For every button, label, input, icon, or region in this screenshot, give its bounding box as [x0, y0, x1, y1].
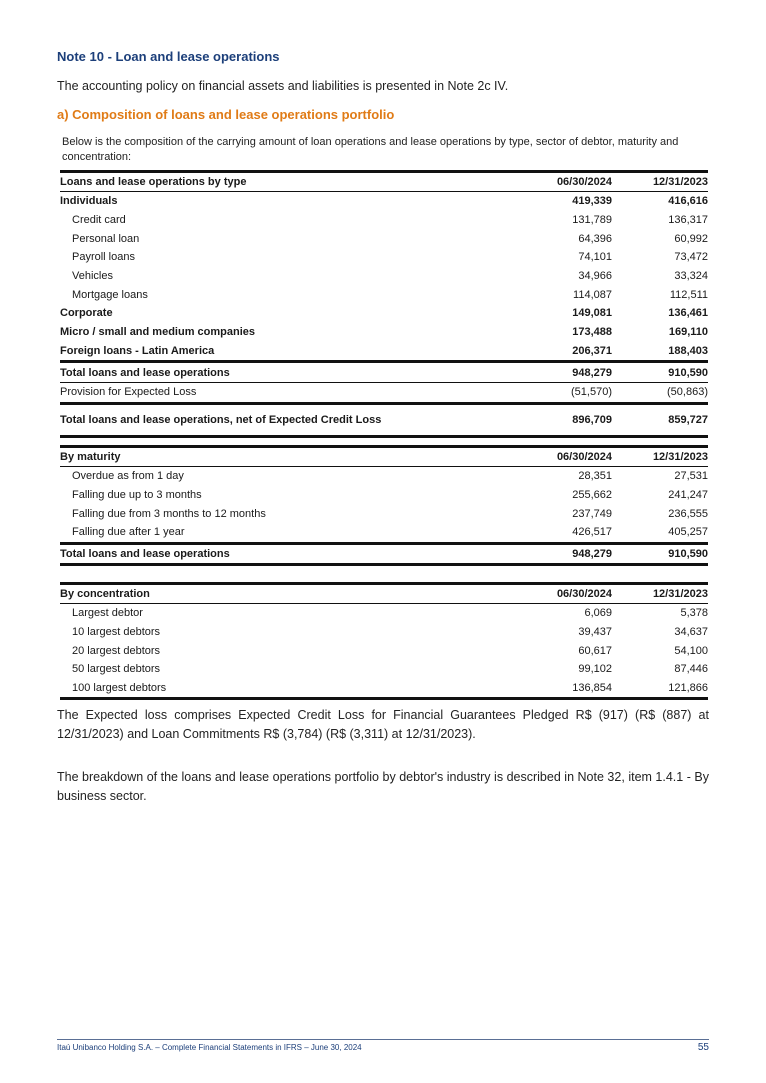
row-label: Corporate: [60, 307, 113, 320]
provision-label: Provision for Expected Loss: [60, 382, 540, 403]
total-value-2024: 948,279: [540, 543, 612, 565]
header-col-2023: 12/31/2023: [612, 584, 708, 604]
table-row: [60, 323, 708, 342]
table-header: [60, 447, 708, 467]
provision-value-2024: (51,570): [540, 382, 612, 403]
net-total-label: Total loans and lease operations, net of Expected Credit Loss: [60, 403, 540, 436]
row-label: Vehicles: [72, 270, 113, 283]
row-value-2023: 54,100: [674, 644, 708, 657]
provision-row: [60, 382, 708, 403]
row-value-2023: 73,472: [674, 251, 708, 264]
table-row: [60, 504, 708, 523]
intro-text: The accounting policy on financial assets and liabilities is presented in Note 2c IV.: [57, 79, 509, 93]
table-by-type: [60, 170, 708, 438]
total-row: [60, 362, 708, 383]
row-label: Falling due after 1 year: [72, 526, 185, 539]
row-value-2023: 33,324: [674, 270, 708, 283]
row-label: 100 largest debtors: [60, 679, 540, 699]
row-value-2023: 121,866: [612, 679, 708, 699]
row-label: Individuals: [60, 195, 118, 208]
section-title: a) Composition of loans and lease operations portfolio: [57, 107, 395, 122]
row-value-2023: 169,110: [668, 326, 708, 339]
expected-loss-paragraph: The Expected loss comprises Expected Credit Loss for Financial Guarantees Pledged R$ (917) (R$ (887) at 12/31/2023) and Loan Commitments R$ (3,784) (R$ (3,311) at 12/31/2023).: [57, 708, 709, 741]
row-value-2023: 87,446: [674, 663, 708, 676]
row-label: Payroll loans: [72, 251, 135, 264]
row-label: Micro / small and medium companies: [60, 326, 255, 339]
table-header: [60, 172, 708, 192]
row-value-2023: 112,511: [669, 288, 708, 301]
row-value-2023: 136,317: [668, 214, 708, 227]
lead-text: Below is the composition of the carrying amount of loan operations and lease operations by type, sector of debtor, maturity and concentration:: [62, 136, 679, 163]
table-row: [60, 267, 708, 286]
row-value-2024: 60,617: [578, 644, 612, 657]
header-col-2024: 06/30/2024: [540, 172, 612, 192]
row-value-2023: 236,555: [668, 507, 708, 520]
footer-divider: [57, 1039, 709, 1040]
table-row: [60, 523, 708, 543]
row-value-2024: 131,789: [572, 214, 612, 227]
row-value-2024: 237,749: [572, 507, 612, 520]
header-col-2023: 12/31/2023: [612, 447, 708, 467]
table-row: [60, 679, 708, 699]
total-label: Total loans and lease operations: [60, 543, 540, 565]
page-number: 55: [697, 1042, 709, 1053]
table-header: [60, 584, 708, 604]
note-title: Note 10 - Loan and lease operations: [57, 49, 280, 64]
footer-text: Itaú Unibanco Holding S.A. – Complete Financial Statements in IFRS – June 30, 2024: [57, 1043, 362, 1052]
row-value-2023: 136,461: [668, 307, 708, 320]
table-row: [60, 304, 708, 323]
row-value-2024: 173,488: [572, 326, 612, 339]
row-value-2024: 136,854: [540, 679, 612, 699]
total-value-2023: 910,590: [612, 362, 708, 383]
total-row: [60, 543, 708, 565]
row-value-2023: 27,531: [674, 470, 708, 483]
table-row: [60, 211, 708, 230]
row-label: Overdue as from 1 day: [72, 470, 184, 483]
row-label: 50 largest debtors: [72, 663, 161, 676]
row-value-2023: 241,247: [668, 489, 708, 502]
row-value-2023: 416,616: [668, 195, 708, 208]
row-value-2023: 405,257: [668, 526, 708, 539]
table-row: [60, 623, 708, 642]
row-value-2024: 74,101: [578, 251, 612, 264]
total-value-2024: 948,279: [540, 362, 612, 383]
table-row: [60, 604, 708, 623]
row-label: Falling due up to 3 months: [72, 489, 202, 502]
breakdown-paragraph: The breakdown of the loans and lease operations portfolio by debtor's industry is described in Note 32, item 1.4.1 - By business sector.: [57, 770, 709, 803]
row-value-2023: 60,992: [674, 232, 708, 245]
row-label: Credit card: [72, 214, 126, 227]
row-value-2024: 419,339: [572, 195, 612, 208]
table-by-concentration: [60, 582, 708, 700]
provision-value-2023: (50,863): [612, 382, 708, 403]
net-total-row: [60, 403, 708, 436]
row-value-2024: 34,966: [578, 270, 612, 283]
table-row: [60, 660, 708, 679]
table-row: [60, 229, 708, 248]
row-value-2024: 64,396: [578, 232, 612, 245]
row-label: Falling due from 3 months to 12 months: [72, 507, 266, 520]
row-value-2024: 39,437: [578, 626, 612, 639]
total-value-2023: 910,590: [612, 543, 708, 565]
table-row: [60, 467, 708, 486]
row-value-2024: 149,081: [572, 307, 612, 320]
row-value-2024: 426,517: [572, 526, 612, 539]
row-value-2024: 114,087: [573, 288, 612, 301]
net-total-value-2024: 896,709: [540, 403, 612, 436]
row-value-2024: 99,102: [578, 663, 612, 676]
row-value-2023: 5,378: [680, 607, 708, 620]
row-label: 10 largest debtors: [72, 626, 161, 639]
header-label: Loans and lease operations by type: [60, 172, 540, 192]
header-label: By maturity: [60, 447, 540, 467]
total-label: Total loans and lease operations: [60, 362, 540, 383]
row-label: 20 largest debtors: [72, 644, 161, 657]
net-total-value-2023: 859,727: [612, 403, 708, 436]
table-row: [60, 486, 708, 505]
row-label: Foreign loans - Latin America: [60, 344, 215, 357]
table-row: [60, 192, 708, 211]
row-label: Personal loan: [72, 232, 140, 245]
table-by-maturity: [60, 445, 708, 566]
row-value-2023: 188,403: [668, 344, 708, 357]
header-label: By concentration: [60, 584, 540, 604]
row-label: Mortgage loans: [72, 288, 148, 301]
table-row: [60, 248, 708, 267]
header-col-2023: 12/31/2023: [612, 172, 708, 192]
header-col-2024: 06/30/2024: [540, 584, 612, 604]
table-row: [60, 641, 708, 660]
table-row: [60, 285, 708, 304]
row-value-2024: 255,662: [572, 489, 612, 502]
row-value-2024: 28,351: [578, 470, 612, 483]
table-row: [60, 342, 708, 362]
row-value-2023: 34,637: [674, 626, 708, 639]
header-col-2024: 06/30/2024: [540, 447, 612, 467]
row-label: Largest debtor: [72, 607, 143, 620]
row-value-2024: 6,069: [584, 607, 612, 620]
row-value-2024: 206,371: [572, 344, 612, 357]
